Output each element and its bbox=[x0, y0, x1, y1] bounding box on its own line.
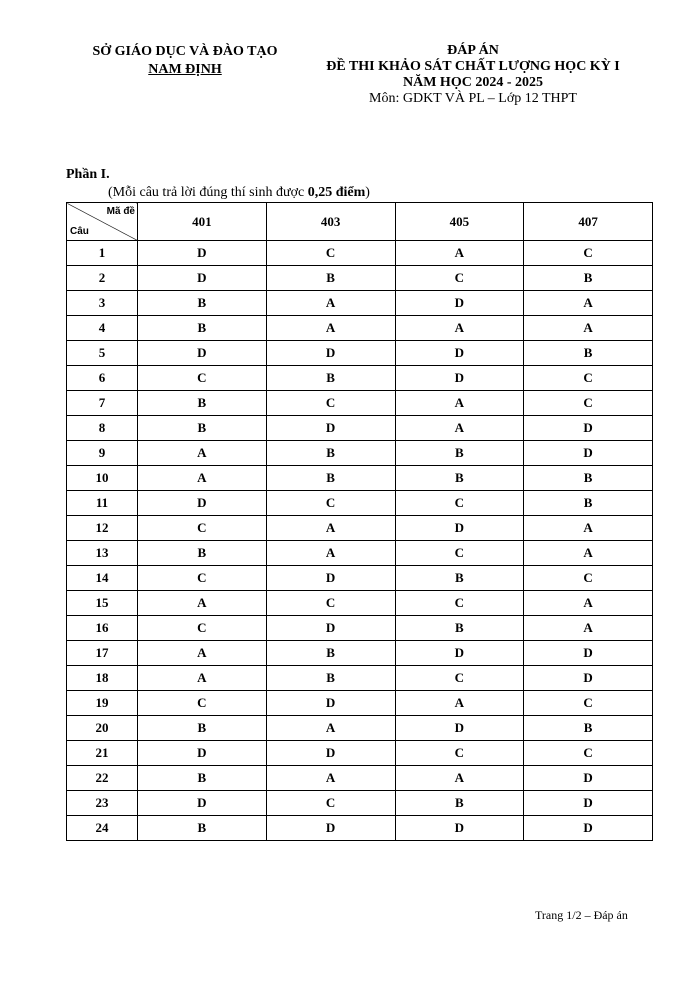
answer-cell: B bbox=[524, 341, 653, 366]
answer-cell: D bbox=[266, 691, 395, 716]
table-row bbox=[67, 791, 653, 816]
answer-cell: A bbox=[524, 541, 653, 566]
answer-cell: C bbox=[395, 591, 524, 616]
answer-cell: A bbox=[395, 766, 524, 791]
table-row bbox=[67, 541, 653, 566]
answer-cell: C bbox=[524, 241, 653, 266]
answer-cell: A bbox=[266, 316, 395, 341]
answer-cell: B bbox=[266, 366, 395, 391]
answer-cell: B bbox=[266, 441, 395, 466]
question-number-cell: 11 bbox=[67, 491, 138, 516]
question-number-cell: 24 bbox=[67, 816, 138, 841]
exam-code-header: 403 bbox=[266, 203, 395, 241]
answer-cell: D bbox=[524, 416, 653, 441]
exam-code-header: 401 bbox=[138, 203, 267, 241]
question-number-cell: 18 bbox=[67, 666, 138, 691]
answer-cell: C bbox=[395, 666, 524, 691]
answer-cell: C bbox=[524, 391, 653, 416]
answer-cell: A bbox=[524, 316, 653, 341]
answer-cell: B bbox=[395, 791, 524, 816]
answer-cell: B bbox=[138, 816, 267, 841]
answer-cell: C bbox=[395, 741, 524, 766]
answer-cell: B bbox=[266, 466, 395, 491]
table-row bbox=[67, 416, 653, 441]
question-number-cell: 6 bbox=[67, 366, 138, 391]
answer-cell: A bbox=[524, 516, 653, 541]
answer-cell: D bbox=[524, 666, 653, 691]
answer-cell: B bbox=[395, 466, 524, 491]
answer-cell: C bbox=[138, 566, 267, 591]
answer-cell: A bbox=[138, 666, 267, 691]
subject-line: Môn: GDKT VÀ PL – Lớp 12 THPT bbox=[369, 91, 577, 106]
question-number-cell: 14 bbox=[67, 566, 138, 591]
answer-cell: A bbox=[395, 241, 524, 266]
answer-cell: A bbox=[266, 766, 395, 791]
question-number-cell: 5 bbox=[67, 341, 138, 366]
answer-cell: D bbox=[395, 716, 524, 741]
answer-cell: C bbox=[266, 241, 395, 266]
table-row bbox=[67, 691, 653, 716]
answer-cell: C bbox=[138, 516, 267, 541]
answer-cell: A bbox=[395, 316, 524, 341]
answer-cell: B bbox=[395, 566, 524, 591]
table-row bbox=[67, 466, 653, 491]
answer-cell: D bbox=[138, 241, 267, 266]
question-number-cell: 1 bbox=[67, 241, 138, 266]
answer-cell: A bbox=[266, 541, 395, 566]
part-title: Phần I. bbox=[66, 167, 110, 182]
question-number-cell: 2 bbox=[67, 266, 138, 291]
answer-cell: D bbox=[266, 341, 395, 366]
scoring-note-points: 0,25 điểm bbox=[307, 185, 366, 200]
question-number-cell: 23 bbox=[67, 791, 138, 816]
answer-cell: D bbox=[524, 791, 653, 816]
answer-cell: A bbox=[266, 716, 395, 741]
answer-cell: D bbox=[138, 741, 267, 766]
answer-cell: D bbox=[395, 641, 524, 666]
table-row bbox=[67, 241, 653, 266]
table-row bbox=[67, 766, 653, 791]
table-row bbox=[67, 291, 653, 316]
table-row bbox=[67, 266, 653, 291]
scoring-note-prefix: (Mỗi câu trả lời đúng thí sinh được bbox=[108, 185, 308, 200]
table-row bbox=[67, 816, 653, 841]
corner-label-exam-code: Mã đề bbox=[106, 206, 135, 217]
answer-cell: B bbox=[395, 441, 524, 466]
answer-cell: C bbox=[395, 541, 524, 566]
question-number-cell: 17 bbox=[67, 641, 138, 666]
question-number-cell: 13 bbox=[67, 541, 138, 566]
answer-cell: D bbox=[524, 441, 653, 466]
department-name: SỞ GIÁO DỤC VÀ ĐÀO TẠO bbox=[92, 44, 278, 59]
table-row bbox=[67, 716, 653, 741]
answer-table bbox=[66, 202, 653, 841]
answer-cell: C bbox=[138, 366, 267, 391]
scoring-note bbox=[108, 185, 370, 201]
answer-cell: A bbox=[266, 291, 395, 316]
answer-cell: B bbox=[138, 416, 267, 441]
table-row bbox=[67, 591, 653, 616]
question-number-cell: 16 bbox=[67, 616, 138, 641]
answer-cell: B bbox=[266, 666, 395, 691]
answer-cell: D bbox=[138, 491, 267, 516]
table-row bbox=[67, 516, 653, 541]
table-row bbox=[67, 341, 653, 366]
scoring-note-suffix: ) bbox=[365, 185, 370, 200]
answer-cell: A bbox=[524, 616, 653, 641]
question-number-cell: 20 bbox=[67, 716, 138, 741]
province-name: NAM ĐỊNH bbox=[148, 62, 222, 77]
answer-cell: A bbox=[395, 691, 524, 716]
answer-cell: D bbox=[395, 816, 524, 841]
answer-cell: D bbox=[138, 341, 267, 366]
answer-cell: A bbox=[395, 391, 524, 416]
answer-cell: D bbox=[524, 766, 653, 791]
answer-cell: D bbox=[266, 741, 395, 766]
question-number-cell: 8 bbox=[67, 416, 138, 441]
answer-cell: A bbox=[395, 416, 524, 441]
answer-cell: B bbox=[266, 641, 395, 666]
answer-cell: B bbox=[138, 716, 267, 741]
answer-cell: A bbox=[138, 441, 267, 466]
answer-cell: A bbox=[138, 591, 267, 616]
answer-cell: C bbox=[266, 791, 395, 816]
answer-cell: B bbox=[524, 266, 653, 291]
answer-cell: C bbox=[524, 741, 653, 766]
question-number-cell: 21 bbox=[67, 741, 138, 766]
exam-header bbox=[300, 43, 646, 107]
answer-cell: D bbox=[524, 816, 653, 841]
answer-cell: B bbox=[524, 466, 653, 491]
answer-cell: A bbox=[138, 466, 267, 491]
answer-cell: D bbox=[138, 791, 267, 816]
answer-cell: C bbox=[395, 266, 524, 291]
answer-cell: C bbox=[524, 366, 653, 391]
answer-cell: B bbox=[395, 616, 524, 641]
answer-cell: C bbox=[266, 591, 395, 616]
table-row bbox=[67, 391, 653, 416]
question-number-cell: 7 bbox=[67, 391, 138, 416]
answer-cell: C bbox=[266, 391, 395, 416]
answer-cell: C bbox=[266, 491, 395, 516]
exam-code-header: 407 bbox=[524, 203, 653, 241]
question-number-cell: 12 bbox=[67, 516, 138, 541]
page-footer: Trang 1/2 – Đáp án bbox=[535, 908, 628, 922]
table-header-row bbox=[67, 203, 653, 241]
question-number-cell: 9 bbox=[67, 441, 138, 466]
question-number-cell: 3 bbox=[67, 291, 138, 316]
document-title: ĐÁP ÁN bbox=[447, 43, 499, 58]
answer-cell: D bbox=[266, 416, 395, 441]
question-number-cell: 15 bbox=[67, 591, 138, 616]
answer-cell: B bbox=[138, 391, 267, 416]
answer-cell: C bbox=[138, 691, 267, 716]
answer-cell: D bbox=[266, 566, 395, 591]
answer-cell: D bbox=[395, 516, 524, 541]
answer-cell: B bbox=[524, 716, 653, 741]
answer-cell: D bbox=[266, 816, 395, 841]
department-header bbox=[80, 43, 290, 79]
table-row bbox=[67, 491, 653, 516]
table-row bbox=[67, 441, 653, 466]
table-row bbox=[67, 666, 653, 691]
table-row bbox=[67, 316, 653, 341]
question-number-cell: 22 bbox=[67, 766, 138, 791]
corner-cell bbox=[67, 203, 138, 241]
table-row bbox=[67, 741, 653, 766]
corner-label-question: Câu bbox=[70, 226, 89, 237]
question-number-cell: 4 bbox=[67, 316, 138, 341]
school-year: NĂM HỌC 2024 - 2025 bbox=[403, 75, 543, 90]
answer-cell: D bbox=[395, 291, 524, 316]
answer-cell: B bbox=[138, 766, 267, 791]
table-row bbox=[67, 616, 653, 641]
exam-code-header: 405 bbox=[395, 203, 524, 241]
answer-cell: B bbox=[266, 266, 395, 291]
answer-cell: C bbox=[138, 616, 267, 641]
answer-cell: A bbox=[138, 641, 267, 666]
table-row bbox=[67, 566, 653, 591]
answer-cell: B bbox=[524, 491, 653, 516]
table-row bbox=[67, 366, 653, 391]
answer-cell: D bbox=[266, 616, 395, 641]
answer-cell: D bbox=[395, 341, 524, 366]
answer-cell: D bbox=[524, 641, 653, 666]
answer-cell: C bbox=[524, 691, 653, 716]
answer-cell: B bbox=[138, 316, 267, 341]
question-number-cell: 19 bbox=[67, 691, 138, 716]
answer-cell: C bbox=[395, 491, 524, 516]
answer-cell: A bbox=[266, 516, 395, 541]
answer-cell: A bbox=[524, 591, 653, 616]
question-number-cell: 10 bbox=[67, 466, 138, 491]
answer-cell: D bbox=[395, 366, 524, 391]
answer-cell: B bbox=[138, 291, 267, 316]
answer-cell: C bbox=[524, 566, 653, 591]
table-row bbox=[67, 641, 653, 666]
answer-cell: D bbox=[138, 266, 267, 291]
answer-cell: A bbox=[524, 291, 653, 316]
exam-title: ĐỀ THI KHẢO SÁT CHẤT LƯỢNG HỌC KỲ I bbox=[326, 59, 620, 74]
answer-cell: B bbox=[138, 541, 267, 566]
